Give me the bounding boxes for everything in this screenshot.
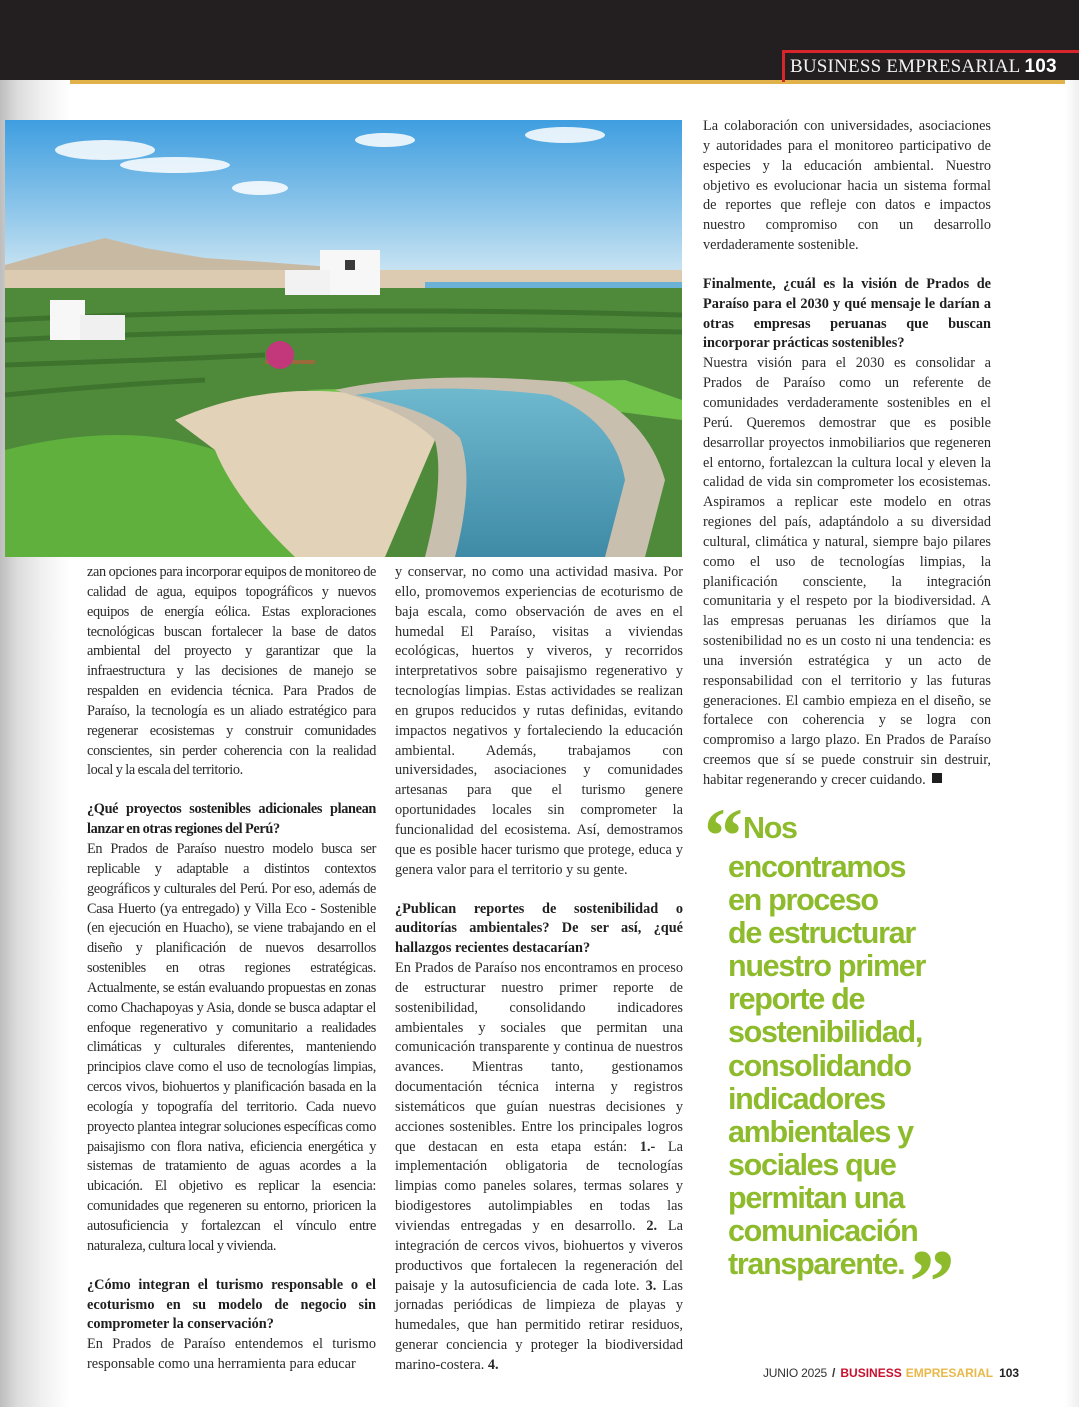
interview-question: ¿Qué proyectos sostenibles adicionales planean lanzar en otras regiones del Perú?: [87, 801, 376, 838]
paragraph: zan opciones para incorporar equipos de monitoreo de calidad de agua, equipos topográficos y nuevos equipos de energía eólica. Estas exploraciones tecnológicas buscan fortalecer la base de datos ambiental del proyecto y garantizar que la infraestructura y las decisiones de manejo se respalden en evidencia técnica. Para Prados de Paraíso, la tecnología es un aliado estratégico para regenerar ecosistemas y construir comunidades conscientes, sin perder coherencia con la realidad local y la escala del territorio.: [87, 564, 376, 779]
article-column-2: [395, 563, 683, 1376]
footer-brand-empresarial: EMPRESARIAL: [905, 1366, 994, 1380]
article-column-1: [87, 563, 376, 1375]
open-quote-icon: “: [704, 792, 737, 879]
pull-quote-line: nuestro primer: [728, 949, 926, 984]
running-header: [790, 56, 1057, 78]
paragraph: La colaboración con universidades, asociaciones y autoridades para el monitoreo participativo de especies y la educación ambiental. Nuestro objetivo es evolucionar hacia un sistema formal de reportes que refleje con datos e impactos nuestro compromiso con un desarrollo verdaderamente sostenible.: [703, 118, 991, 254]
running-header-page-number: 103: [1024, 56, 1057, 77]
page-edge-shadow: [1065, 80, 1079, 1407]
pull-quote-line: en proceso: [728, 883, 878, 918]
interview-question: ¿Publican reportes de sostenibilidad o auditorías ambientales? De ser así, ¿qué hallazgos recientes destacarían?: [395, 900, 683, 957]
pull-quote-line: reporte de: [728, 982, 865, 1017]
page-footer: [763, 1366, 1019, 1380]
pull-quote-line: comunicación: [728, 1214, 918, 1249]
interview-question: ¿Cómo integran el turismo responsable o el ecoturismo en su modelo de negocio sin comprometer la conservación?: [87, 1276, 376, 1333]
pull-quote-line: transparente.: [728, 1247, 905, 1282]
sea: [425, 282, 682, 288]
pull-quote-line: ambientales y: [728, 1114, 913, 1149]
paragraph: [395, 959, 683, 1376]
close-quote-icon: ”: [909, 1231, 949, 1333]
pull-quote-line: sostenibilidad,: [728, 1015, 923, 1050]
footer-brand-business: BUSINESS: [840, 1366, 902, 1380]
paragraph: En Prados de Paraíso nuestro modelo busca ser replicable y adaptable a distintos contextos geográficos y culturales del Perú. Por eso, además de Casa Huerto (ya entregado) y Villa Eco - Sostenible (en ejecución en Huacho), se viene trabajando en el diseño y planificación de nuevos desarrollos sostenibles en otras regiones estratégicas. Actualmente, se están evaluando propuestas en zonas como Chachapoyas y Asia, donde se busca adaptar el enfoque regenerativo y comunitario a realidades climáticas y culturales diferentes, manteniendo principios clave como el uso de tecnologías limpias, cercos vivos, biohuertos y planificación basada en la ecología y topografía del territorio. Cada nuevo proyecto plantea integrar soluciones específicas como paisajismo con flora nativa, eficiencia energética y sistemas de tratamiento de aguas acordes a la ubicación. El objetivo es replicar la esencia: comunidades que regeneren su entorno, prioricen la autosuficiencia y fortalezcan el vínculo entre naturaleza, cultura local y vivienda.: [87, 840, 376, 1254]
paragraph: [703, 354, 991, 791]
paragraph: En Prados de Paraíso entendemos el turismo responsable como una herramienta para educar: [87, 1336, 376, 1373]
pull-quote-line: permitan una: [728, 1180, 904, 1215]
pull-quote-line: encontramos: [728, 850, 906, 884]
pull-quote-line: consolidando: [728, 1048, 911, 1083]
pull-quote: [704, 792, 994, 1333]
footer-date: JUNIO 2025: [763, 1366, 828, 1380]
list-number: 2.: [646, 1218, 658, 1234]
article-column-3: [703, 117, 991, 791]
footer-separator: /: [832, 1366, 836, 1380]
landscape-illustration: [5, 120, 682, 557]
paragraph-text: La integración de cercos vivos, biohuertos y viveros productivos que fortalecen la regeneración del paisaje y la autosuficiencia de cada lote.: [395, 1218, 683, 1294]
pull-quote-line: “ Nos: [704, 792, 797, 879]
paragraph-text: Nuestra visión para el 2030 es consolidar a Prados de Paraíso como un referente de comunidades verdaderamente sostenibles en el Perú. Queremos demostrar que es posible desarrollar proyectos inmobiliarios que regeneren el entorno, fortalezcan la cultura local y eleven la calidad de vida sin comprometer los ecosistemas. Aspiramos a replicar este modelo en otras regiones del país, adaptándolo a su diversidad cultural, climática y natural, siempre bajo pilares como el uso de tecnologías limpias, la planificación consciente, la integración comunitaria y el respeto por la biodiversidad. A las empresas peruanas les diríamos que la sostenibilidad no es un costo ni una tendencia: es una inversión estratégica y un acto de responsabilidad con el territorio y las futuras generaciones. El cambio empieza en el diseño, se fortalece con coherencia y se logra con compromiso a largo plazo. En Prados de Paraíso creemos que sí se puede construir sin destruir, habitar regenerando y crecer cuidando.: [703, 355, 991, 788]
paragraph-text: Las jornadas periódicas de limpieza de playas y humedales, que han permitido retirar residuos, generar conciencia y proteger la biodiversidad marino-costera.: [395, 1277, 683, 1373]
footer-page-number: 103: [999, 1366, 1020, 1380]
paragraph: y conservar, no como una actividad masiva. Por ello, promovemos experiencias de ecoturismo de baja escala, como observación de aves en el humedal El Paraíso, visitas a viviendas ecológicas, huertos y viveros, y recorridos interpretativos sobre paisajismo regenerativo y tecnologías limpias. Estas actividades se realizan en grupos reducidos y rutas definidas, evitando impactos negativos y fortaleciendo la educación ambiental. Además, trabajamos con universidades, asociaciones y comunidades artesanas para que el turismo genere oportunidades locales sin comprometer la funcionalidad del ecosistema. Así, demostramos que es posible hacer turismo que protege, educa y genera valor para el territorio y su gente.: [395, 564, 683, 878]
list-number: 3.: [645, 1277, 657, 1294]
feature-photo: [5, 120, 682, 557]
paragraph-text: La implementación obligatoria de tecnologías limpias como paneles solares, termas solares y biodigestores autolimpiables en todas las viviendas entregadas y en desarrollo.: [395, 1138, 683, 1234]
end-of-article-mark: [932, 773, 942, 783]
list-number: 1.-: [639, 1138, 656, 1155]
interview-question: Finalmente, ¿cuál es la visión de Prados de Paraíso para el 2030 y qué mensaje le darían a otras empresas peruanas que buscan incorporar prácticas sostenibles?: [703, 275, 991, 352]
pull-quote-line: sociales que: [728, 1147, 896, 1182]
pull-quote-line: indicadores: [728, 1081, 885, 1116]
list-number: 4.: [487, 1356, 499, 1373]
running-header-title: BUSINESS EMPRESARIAL: [790, 56, 1021, 77]
pull-quote-line: de estructurar: [728, 916, 915, 951]
paragraph-text: En Prados de Paraíso nos encontramos en proceso de estructurar nuestro primer reporte de sostenibilidad, consolidando indicadores ambientales y sociales que permitan una comunicación transparente y continua de nuestros avances. Mientras tanto, gestionamos documentación técnica interna y registros sistemáticos que guían nuestras decisiones y acciones sostenibles. Entre los principales logros que destacan en esta etapa están:: [395, 960, 683, 1155]
